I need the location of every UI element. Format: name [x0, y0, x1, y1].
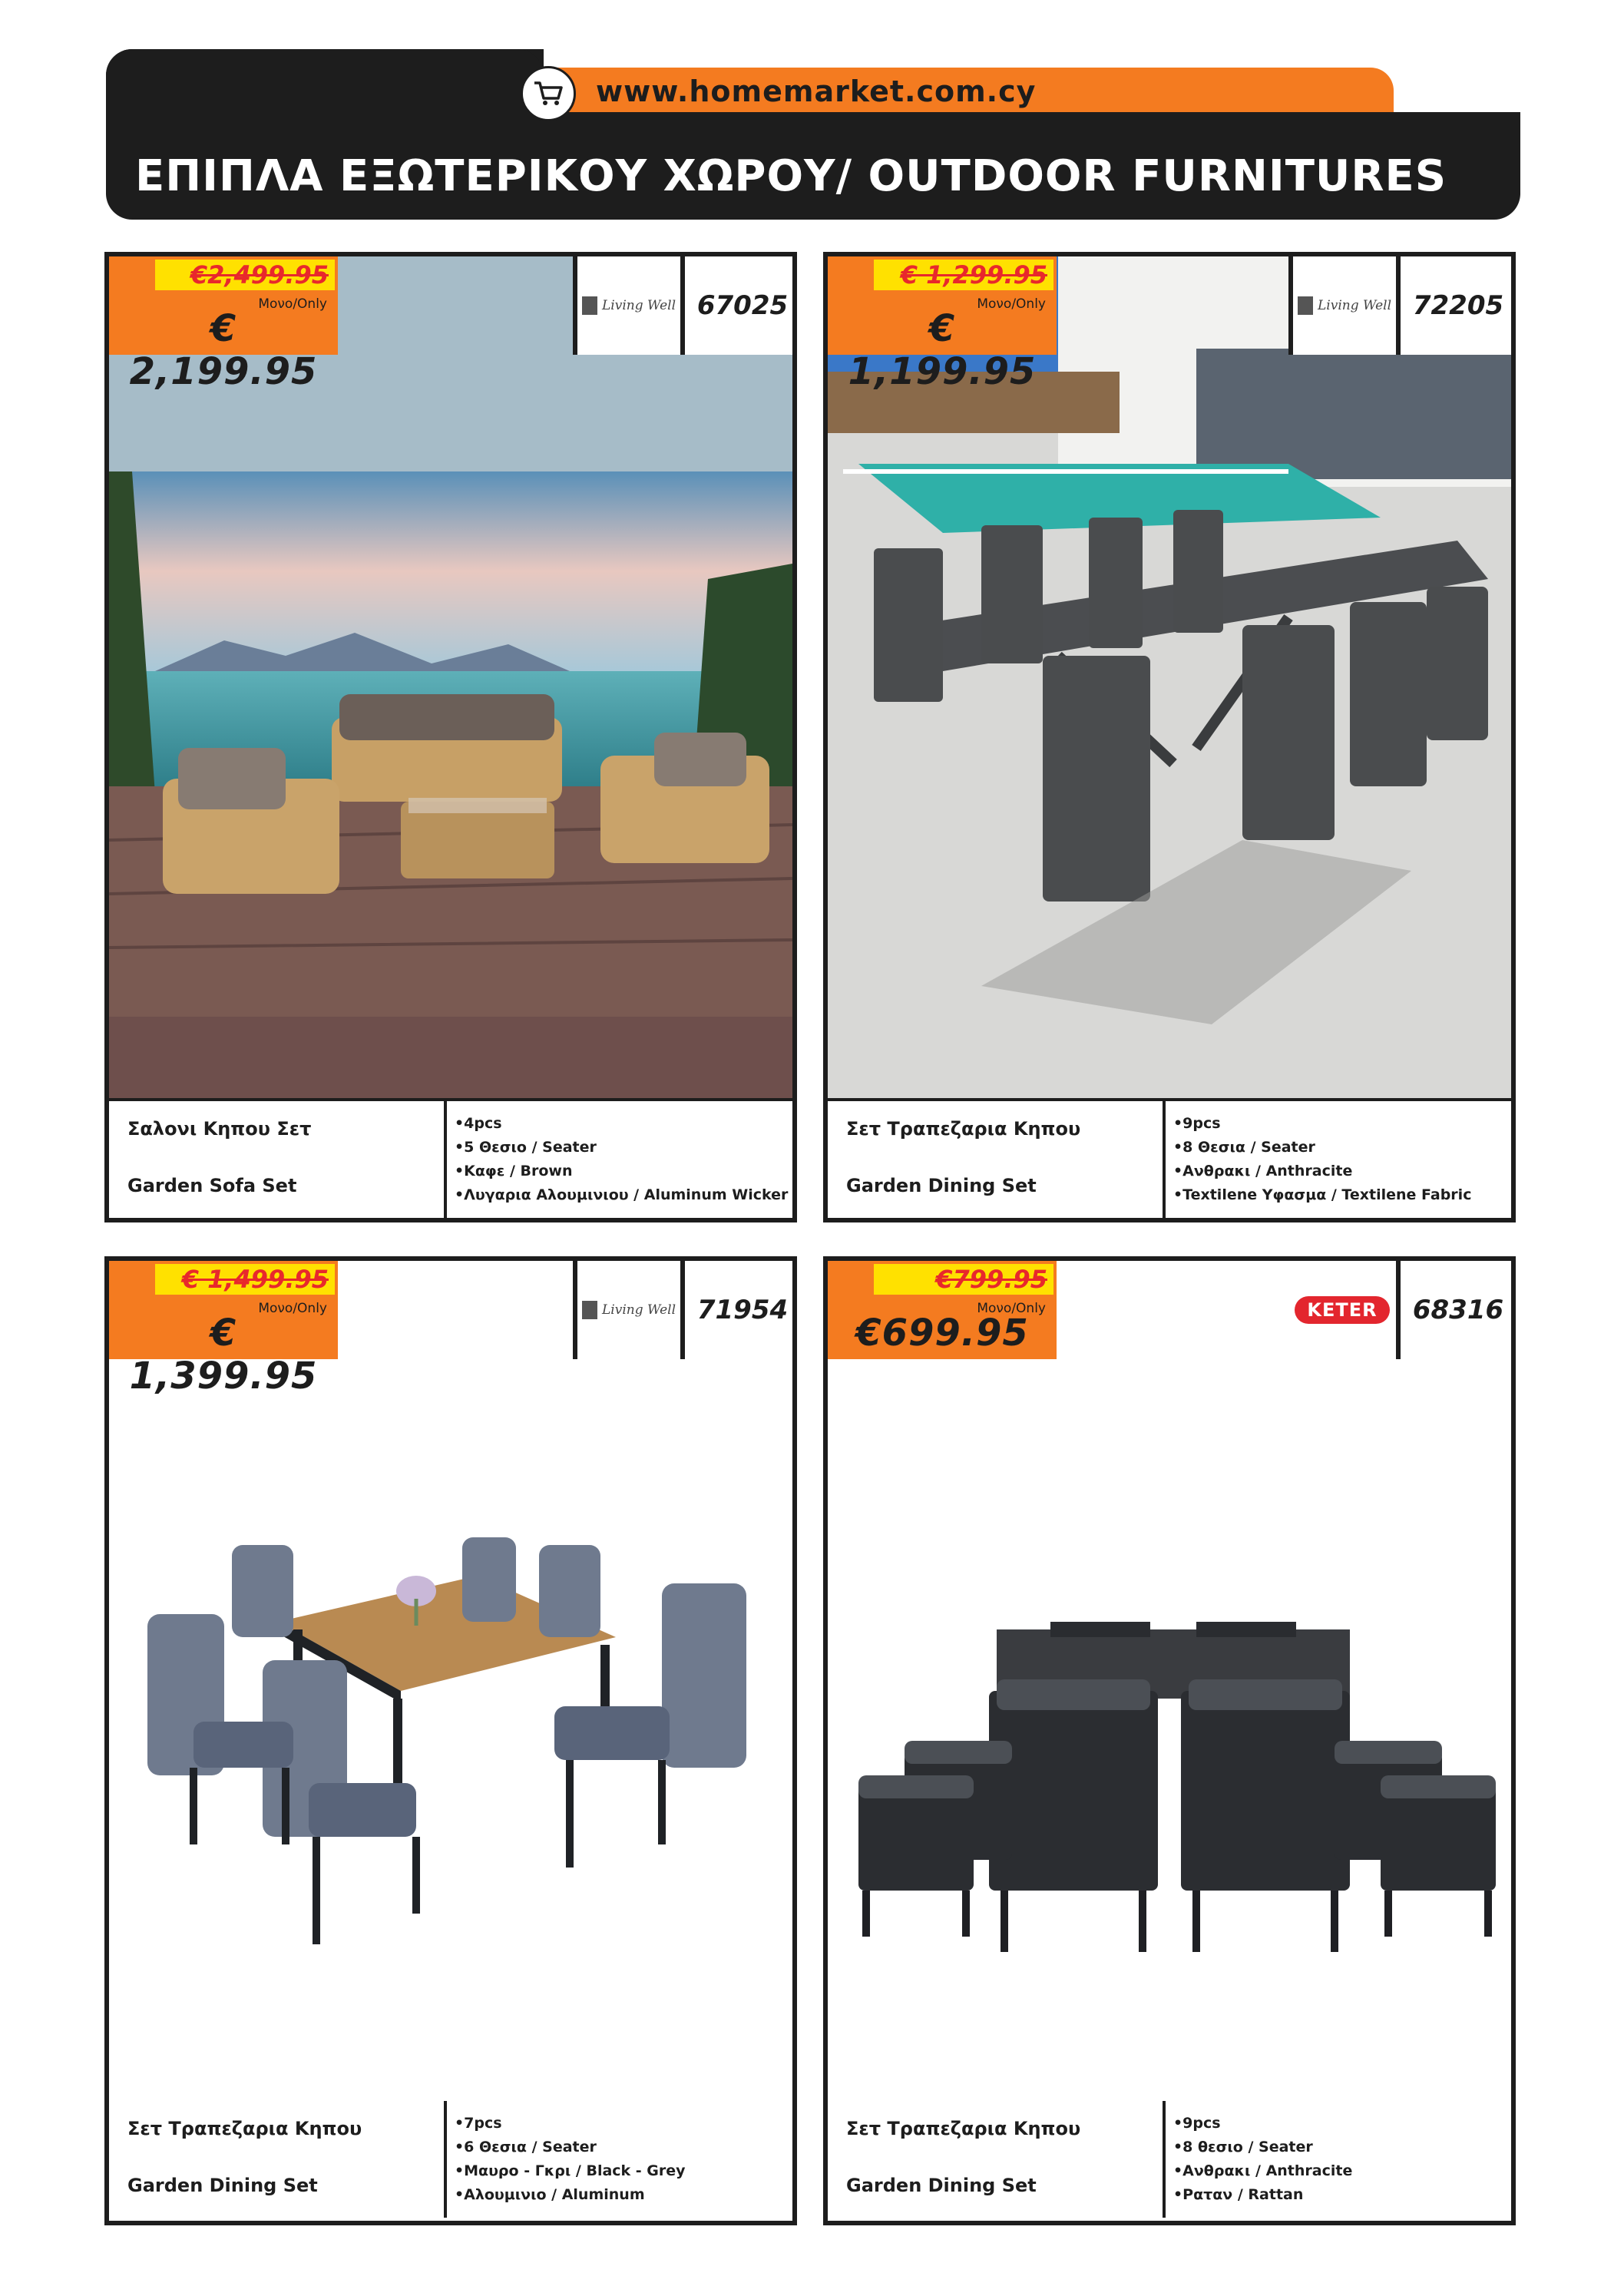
old-price: €2,499.95	[155, 260, 335, 290]
divider	[1163, 1101, 1166, 1218]
feature-item: •5 Θεσιο / Seater	[455, 1139, 597, 1156]
product-name-english: Garden Dining Set	[127, 2175, 318, 2196]
price-tag	[109, 1261, 338, 1398]
brand-logo: Living Well	[573, 256, 685, 355]
product-card-67025[interactable]	[104, 252, 797, 1222]
product-info	[828, 1098, 1511, 1218]
page-title: ΕΠΙΠΛΑ ΕΞΩΤΕΡΙΚΟΥ ΧΩΡΟΥ/ OUTDOOR FURNITURES	[135, 151, 1447, 201]
price-tag	[828, 256, 1057, 393]
product-name-english: Garden Dining Set	[846, 1175, 1037, 1196]
feature-item: •8 Θεσια / Seater	[1173, 1139, 1315, 1156]
product-name-greek: Σετ Τραπεζαρια Κηπου	[846, 1118, 1081, 1140]
product-card-72205[interactable]	[823, 252, 1516, 1222]
product-name-greek: Σαλονι Κηπου Σετ	[127, 1118, 312, 1140]
feature-item: •6 Θεσια / Seater	[455, 2139, 597, 2155]
product-name-english: Garden Dining Set	[846, 2175, 1037, 2196]
current-price: € 1,199.95	[848, 307, 1037, 393]
feature-item: •Καφε / Brown	[455, 1163, 573, 1179]
brand-logo: Living Well	[573, 1261, 685, 1359]
product-image	[828, 1261, 1511, 2106]
feature-item: •Textilene Υφασμα / Textilene Fabric	[1173, 1186, 1472, 1203]
feature-item: •4pcs	[455, 1115, 502, 1132]
website-url[interactable]: www.homemarket.com.cy	[596, 74, 1037, 108]
feature-list	[455, 2112, 785, 2207]
brand-logo	[1288, 1261, 1401, 1359]
feature-item: •9pcs	[1173, 1115, 1221, 1132]
feature-item: •9pcs	[1173, 2115, 1221, 2132]
current-price: €699.95	[855, 1312, 1029, 1355]
feature-item: •Ανθρακι / Anthracite	[1173, 1163, 1353, 1179]
feature-item: •Ραταν / Rattan	[1173, 2186, 1304, 2203]
keter-logo: KETER	[1295, 1296, 1389, 1324]
product-code: 67025	[685, 256, 797, 355]
brand-logo: Living Well	[1288, 256, 1401, 355]
living-well-logo-icon	[582, 1301, 597, 1319]
price-tag	[828, 1261, 1057, 1359]
feature-item: •Ανθρακι / Anthracite	[1173, 2162, 1353, 2179]
current-price: € 2,199.95	[129, 307, 318, 393]
feature-list	[455, 1112, 789, 1207]
divider	[1163, 2101, 1166, 2218]
price-tag	[109, 256, 338, 393]
feature-item: •Λυγαρια Αλουμινιου / Aluminum Wicker	[455, 1186, 789, 1203]
cart-icon	[521, 66, 576, 121]
only-label: Μονο/Only	[977, 296, 1046, 312]
current-price: € 1,399.95	[129, 1312, 318, 1398]
product-code: 68316	[1401, 1261, 1516, 1359]
living-well-logo-icon	[1298, 296, 1313, 315]
product-info	[109, 1098, 792, 1218]
product-name-greek: Σετ Τραπεζαρια Κηπου	[846, 2118, 1081, 2139]
only-label: Μονο/Only	[258, 1301, 327, 1316]
product-code: 71954	[685, 1261, 797, 1359]
feature-item: •8 θεσιο / Seater	[1173, 2139, 1313, 2155]
only-label: Μονο/Only	[977, 1301, 1046, 1316]
divider	[444, 2101, 447, 2218]
feature-list	[1173, 2112, 1503, 2207]
header-notch	[106, 49, 544, 111]
product-card-71954[interactable]	[104, 1256, 797, 2225]
product-name-english: Garden Sofa Set	[127, 1175, 297, 1196]
feature-item: •7pcs	[455, 2115, 502, 2132]
product-info	[109, 2101, 792, 2221]
product-info	[828, 2101, 1511, 2221]
feature-item: •Μαυρο - Γκρι / Black - Grey	[455, 2162, 686, 2179]
feature-item: •Αλουμινιο / Aluminum	[455, 2186, 645, 2203]
only-label: Μονο/Only	[258, 296, 327, 312]
product-card-68316[interactable]	[823, 1256, 1516, 2225]
living-well-logo-icon	[582, 296, 597, 315]
old-price: €799.95	[874, 1264, 1053, 1295]
feature-list	[1173, 1112, 1503, 1207]
old-price: € 1,299.95	[874, 260, 1053, 290]
divider	[444, 1101, 447, 1218]
product-code: 72205	[1401, 256, 1516, 355]
product-name-greek: Σετ Τραπεζαρια Κηπου	[127, 2118, 362, 2139]
old-price: € 1,499.95	[155, 1264, 335, 1295]
